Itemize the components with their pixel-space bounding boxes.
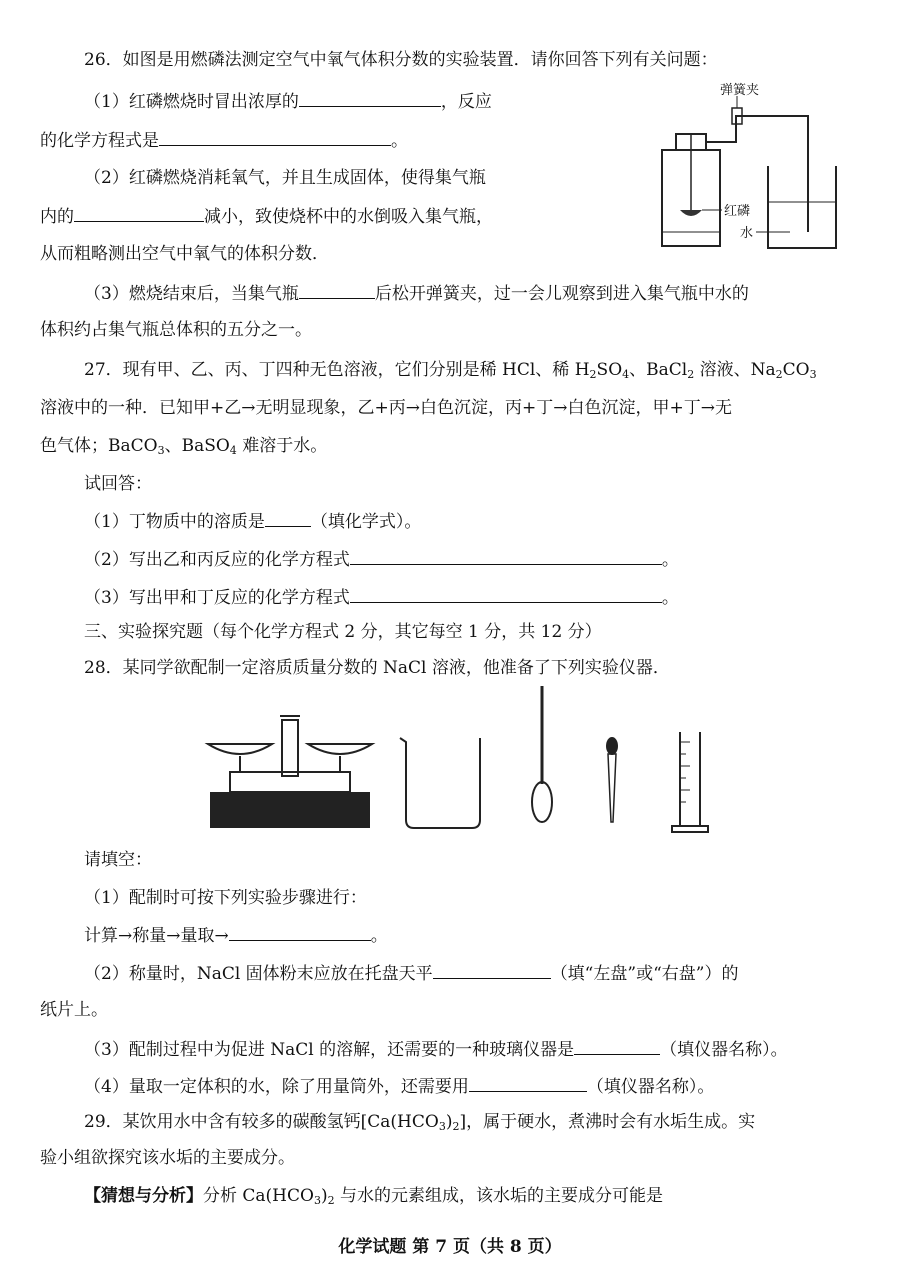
q27-line1: 27．现有甲、乙、丙、丁四种无色溶液，它们分别是稀 HCl、稀 $H_2SO_4$、BaCl$_2$ 溶液、$Na_2CO_3$ [84,360,817,381]
q28-fill: 请填空： [84,850,152,870]
page-footer: 化学试题 第 7 页（共 8 页） [338,1237,562,1257]
dropper-icon [606,737,618,822]
connecting-tube [706,116,808,232]
q26-part3-line1: （3）燃烧结束后，当集气瓶 后松开弹簧夹，过一会儿观察到进入集气瓶中水的 [84,280,749,306]
water-label: 水 [740,226,754,241]
q29-line3: 【猜想与分析】分析 $Ca(HCO_3)_2$ 与水的元素组成，该水垢的主要成分可能是 [84,1186,663,1207]
blank-equation-bing[interactable] [350,546,662,565]
instruments-figure [200,680,720,840]
q27-line2: 溶液中的一种．已知甲+乙→无明显现象，乙+丙→白色沉淀，丙+丁→白色沉淀，甲+丁→无 [40,398,732,418]
measuring-cylinder-icon [672,732,708,832]
blank-glass-rod[interactable] [574,1036,660,1055]
blank-solute[interactable] [265,508,311,527]
q27-ask: 试回答： [84,474,152,494]
spatula-icon [532,686,552,822]
blank-cooling[interactable] [299,280,375,299]
q26-part2-line2: 内的 减小，致使烧杯中的水倒吸入集气瓶， [40,203,493,229]
q28-step2-line1: （2）称量时，NaCl 固体粉末应放在托盘天平 （填“左盘”或“右盘”）的 [84,960,738,986]
q28-step1-flow: 计算→称量→量取→ 。 [84,922,388,948]
blank-pressure[interactable] [74,203,204,222]
q26-part1-line2: 的化学方程式是 。 [40,127,408,153]
blank-pan[interactable] [433,960,551,979]
combustion-spoon [680,210,702,216]
q28-step3: （3）配制过程中为促进 NaCl 的溶解，还需要的一种玻璃仪器是 （填仪器名称）。 [84,1036,788,1062]
q28-intro: 28．某同学欲配制一定溶质质量分数的 NaCl 溶液，他准备了下列实验仪器． [84,658,670,678]
q29-line1: 29．某饮用水中含有较多的碳酸氢钙$[Ca(HCO_3)_2]$，属于硬水，煮沸时会有水垢生成。实 [84,1112,756,1133]
blank-equation-ding[interactable] [350,584,662,603]
blank-equation-26[interactable] [159,127,391,146]
phosphorus-apparatus-figure [640,82,850,257]
q28-step4: （4）量取一定体积的水，除了用量筒外，还需要用 （填仪器名称）。 [84,1073,714,1099]
blank-dissolve[interactable] [229,922,371,941]
q27-answer1: （1）丁物质中的溶质是 （填化学式）。 [84,508,421,534]
blank-smoke[interactable] [299,88,441,107]
q27-answer2: （2）写出乙和丙反应的化学方程式 。 [84,546,679,572]
q28-step1: （1）配制时可按下列实验步骤进行： [84,888,367,908]
q27-line3: 色气体；BaCO$_3$、BaSO$_4$ 难溶于水。 [40,436,328,457]
q27-answer3: （3）写出甲和丁反应的化学方程式 。 [84,584,679,610]
beaker-icon [400,738,480,828]
q29-line2: 验小组欲探究该水垢的主要成分。 [40,1148,295,1168]
blank-dropper[interactable] [469,1073,587,1092]
clip-label: 弹簧夹 [720,83,760,98]
q26-intro: 26．如图是用燃磷法测定空气中氧气体积分数的实验装置．请你回答下列有关问题： [84,50,718,70]
q28-step2-line2: 纸片上。 [40,1000,108,1020]
q26-part2-line3: 从而粗略测出空气中氧气的体积分数． [40,244,329,264]
q26-part1-line1: （1）红磷燃烧时冒出浓厚的 ，反应 [84,88,492,114]
q26-part2-line1: （2）红磷燃烧消耗氧气，并且生成固体，使得集气瓶 [84,168,486,188]
phosphorus-label: 红磷 [724,204,751,219]
section-3-heading: 三、实验探究题（每个化学方程式 2 分，其它每空 1 分，共 12 分） [84,622,602,642]
q26-part3-line2: 体积约占集气瓶总体积的五分之一。 [40,320,312,340]
beaker [768,166,836,248]
balance-icon [208,716,372,828]
